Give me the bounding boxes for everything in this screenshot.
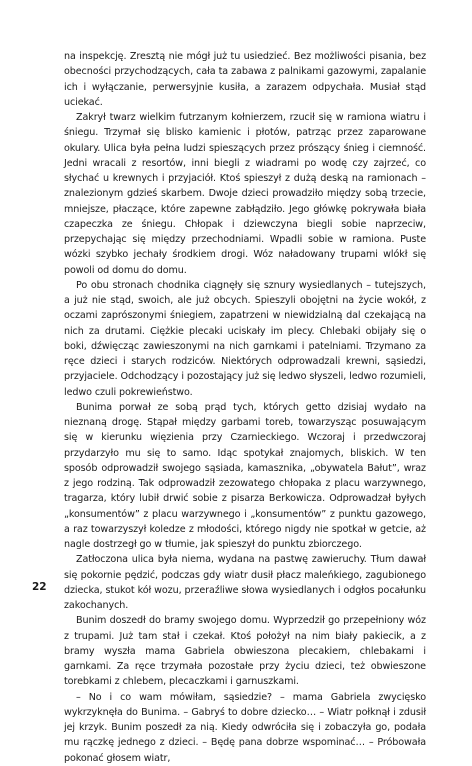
paragraph: Bunima porwał ze sobą prąd tych, których getto dzisiaj wydało na nieznaną drogę. Stąpał między garbami toreb, towarzysząc posuwającym się w kierunku więzienia przy Czarnieckiego. Wczoraj i przedwczoraj przydarzyło mu się to samo. Idąc spotykał znajomych, bliskich. W ten sposób odprowadził swojego sąsiada, kamasznika, „obywatela Bałut”, wraz z jego rodziną. Tak odprowadził zezowatego chłopaka z placu warzywnego, tragarza, który lubił drwić sobie z pisarza Berkowicza. Odprowadzał byłych „konsumentów” z placu warzywnego i „konsumentów” z punktu gazowego, a raz towarzyszył koledze z młodości, którego nigdy nie spotkał w getcie, aż nagle dostrzegł go w tłumie, jak spieszył do punktu zbiorczego. <box>64 401 426 550</box>
paragraph: Po obu stronach chodnika ciągnęły się sznury wysiedlanych – tutejszych, a już nie stąd, swoich, ale już obcych. Spieszyli obojętni na życie wokół, z oczami zaprószonymi śniegiem, zapatrzeni w niewidzialną dal czekającą na nich za drutami. Ciężkie plecaki uciskały im plecy. Chlebaki obijały się o boki, dźwięcząc zawieszonymi na nich garnkami i patelniami. Trzymano za ręce dzieci i starych rodziców. Niektórych odprowadzali krewni, sąsiedzi, przyjaciele. Odchodzący i pozostający już się ledwo słyszeli, ledwo rozumieli, ledwo czuli pokrewieństwo. <box>64 279 426 398</box>
paragraph: Zatłoczona ulica była niema, wydana na pastwę zawieruchy. Tłum dawał się pokornie pędzić, podczas gdy wiatr dusił płacz maleńkiego, zagubionego dziecka, stukot kół wozu, przeraźliwe słowa wysiedlanych i odgłos pocałunku zakochanych. <box>64 554 426 611</box>
paragraph: – No i co wam mówiłam, sąsiedzie? – mama Gabriela zwycięsko wykrzyknęła do Bunima. – Gabryś to dobre dziecko… – Wiatr połknął i zdusił jej krzyk. Bunim poszedł za nią. Kiedy odwróciła się i zobaczyła go, podała mu rączkę jednego z dzieci. – Będę pana dobrze wspominać… – Próbowała pokonać głosem wiatr, <box>64 691 426 764</box>
paragraph: Bunim doszedł do bramy swojego domu. Wyprzedził go przepełniony wóz z trupami. Już tam stał i czekał. Ktoś położył na nim biały pakiecik, a z bramy wyszła mama Gabriela obwieszona plecakiem, chlebakami i garnkami. Za ręce trzymała pozostałe przy życiu dzieci, też obwieszone torebkami z chlebem, plecaczkami i garnuszkami. <box>64 615 426 688</box>
body-text <box>64 49 426 766</box>
page-number: 22 <box>32 581 47 593</box>
paragraph: Zakrył twarz wielkim futrzanym kołnierzem, rzucił się w ramiona wiatru i śniegu. Trzymał się blisko kamienic i płotów, patrząc przez zaparowane okulary. Ulica była pełna ludzi spieszących przez prószący śnieg i ciemność. Jedni wracali z resortów, inni biegli z wiadrami po wodę czy zajrzeć, co słychać u krewnych i przyjaciół. Ktoś spieszył z dużą deską na ramionach – znalezionym gdzieś skarbem. Dwoje dzieci prowadziło między sobą trzecie, mniejsze, płaczące, które zapewne zabłądziło. Jego główkę pokrywała biała czapeczka ze śniegu. Chłopak i dziewczyna biegli sobie naprzeciw, przepychając się między przechodniami. Wpadli sobie w ramiona. Puste wózki szybko jechały środkiem drogi. Wóz naładowany trupami wlókł się powoli od domu do domu. <box>64 112 426 276</box>
paragraph: na inspekcję. Zresztą nie mógł już tu usiedzieć. Bez możliwości pisania, bez obecności przychodzących, cała ta zabawa z palnikami gazowymi, zapalanie ich i wyłączanie, perwersyjnie kusiła, a zarazem odpychała. Musiał stąd uciekać. <box>64 51 426 108</box>
